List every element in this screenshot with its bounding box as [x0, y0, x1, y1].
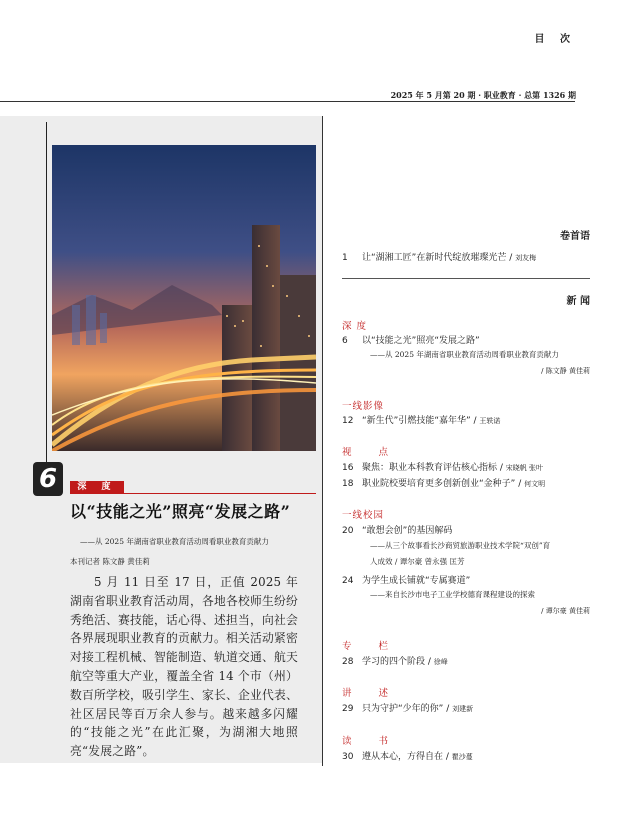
toc-entry[interactable]: 18 职业院校要培育更多创新创业“金种子” / 何文明	[342, 479, 546, 489]
issue-info: 2025 年 5 月第 20 期 · 职业教育 · 总第 1326 期	[390, 90, 576, 100]
toc-entry[interactable]: 12 “新生代”引燃技能“嘉年华” / 王轶诺	[342, 416, 501, 426]
toc-title: 为学生成长铺就“专属赛道”	[362, 576, 471, 586]
category-viewpoint: 视 点	[342, 447, 401, 458]
toc-entry[interactable]	[342, 523, 452, 536]
page-title: 目 次	[534, 34, 576, 45]
toc-title: “敢想会创”的基因解码	[362, 526, 453, 536]
toc-title: 让“湖湘工匠”在新时代绽放璀璨光芒	[362, 253, 507, 263]
toc-author: 何文明	[524, 480, 546, 488]
toc-page: 18	[342, 479, 354, 489]
feature-section-tag: 深 度	[70, 481, 124, 494]
toc-entry[interactable]: 30 遵从本心，方得自在 / 瞿沙蔓	[342, 752, 473, 762]
section-heading-preface: 卷首语	[560, 231, 590, 242]
toc-author: 王轶诺	[479, 417, 501, 425]
toc-title: 以“技能之光”照亮“发展之路”	[362, 336, 480, 346]
toc-page: 28	[342, 657, 354, 667]
toc-author: 瞿沙蔓	[451, 753, 473, 761]
column-divider	[322, 116, 323, 766]
feature-body: 5 月 11 日至 17 日，正值 2025 年湖南省职业教育活动周，各地各校师生纷纷秀绝活、赛技能，话心得、述担当，向社会各界展现职业教育的贡献力。相关活动紧密对接工程机械、智能制造、轨道交通、航天航空等重大产业，覆盖全省 14 个市（州）数百所学校，吸引学生、家长、企业代表、社区居民等百万余人参与。越来越多闪耀的“技能之光”在此汇聚，为湖湘大地照亮“发展之路”。	[70, 575, 298, 759]
top-rule	[0, 101, 575, 102]
toc-author: 宋晓帆 张叶	[505, 464, 544, 472]
toc-title: 职业院校要培育更多创新创业“金种子”	[362, 479, 516, 489]
category-column: 专 栏	[342, 641, 401, 652]
toc-title: “新生代”引燃技能“嘉年华”	[362, 416, 471, 426]
toc-author: / 谭尔豪 黄佳莉	[541, 607, 590, 615]
toc-page: 20	[342, 526, 354, 536]
toc-author: 刘友梅	[515, 254, 537, 262]
feature-tag-rule	[124, 493, 316, 494]
toc-title: 遵从本心，方得自在	[362, 752, 444, 762]
category-lecture: 讲 述	[342, 688, 401, 699]
toc-title: 学习的四个阶段	[362, 657, 426, 667]
toc-page: 30	[342, 752, 354, 762]
toc-subtitle: 人成效 / 谭尔豪 曾永强 匡芳	[370, 557, 465, 566]
feature-page-badge: 6	[33, 462, 63, 496]
toc-author: / 陈文静 黄佳莉	[541, 367, 590, 375]
cover-image	[52, 145, 316, 451]
toc-author: 刘建新	[452, 705, 474, 713]
category-reading: 读 书	[342, 736, 401, 747]
toc-page: 16	[342, 463, 354, 473]
toc-subtitle: ——来自长沙市电子工业学校德育课程建设的探索	[370, 590, 535, 599]
toc-page: 6	[342, 336, 348, 346]
panel-divider	[46, 122, 47, 482]
toc-subtitle: ——从 2025 年湖南省职业教育活动周看职业教育贡献力	[370, 350, 559, 359]
toc-page: 1	[342, 253, 348, 263]
section-heading-news: 新 闻	[566, 296, 590, 307]
toc-entry[interactable]: 29 只为守护“少年的你” / 刘建新	[342, 704, 474, 714]
toc-author: 徐峰	[433, 658, 448, 666]
toc-entry[interactable]: 16 聚焦：职业本科教育评估核心指标 / 宋晓帆 张叶	[342, 463, 544, 473]
toc-subtitle: ——从三个故事看长沙商贸旅游职业技术学院“双创”育	[370, 541, 551, 550]
toc-entry[interactable]: 28 学习的四个阶段 / 徐峰	[342, 657, 448, 667]
toc-page: 12	[342, 416, 354, 426]
city-light-trails-image	[52, 145, 316, 451]
toc-page: 29	[342, 704, 354, 714]
category-deep: 深 度	[342, 321, 368, 332]
toc-page: 24	[342, 576, 354, 586]
category-frontline: 一线影像	[342, 401, 385, 412]
feature-byline: 本刊记者 陈文静 黄佳莉	[70, 557, 150, 566]
feature-headline[interactable]: 以“技能之光”照亮“发展之路”	[70, 502, 291, 521]
section-rule	[342, 278, 590, 279]
toc-title: 只为守护“少年的你”	[362, 704, 444, 714]
category-campus: 一线校园	[342, 510, 385, 521]
toc-entry[interactable]	[342, 573, 470, 586]
toc-title: 聚焦：职业本科教育评估核心指标	[362, 463, 498, 473]
toc-entry[interactable]: 1 让“湖湘工匠”在新时代绽放璀璨光芒 / 刘友梅	[342, 253, 537, 263]
toc-entry[interactable]	[342, 333, 480, 346]
feature-subtitle: ——从 2025 年湖南省职业教育活动周看职业教育贡献力	[80, 537, 269, 546]
